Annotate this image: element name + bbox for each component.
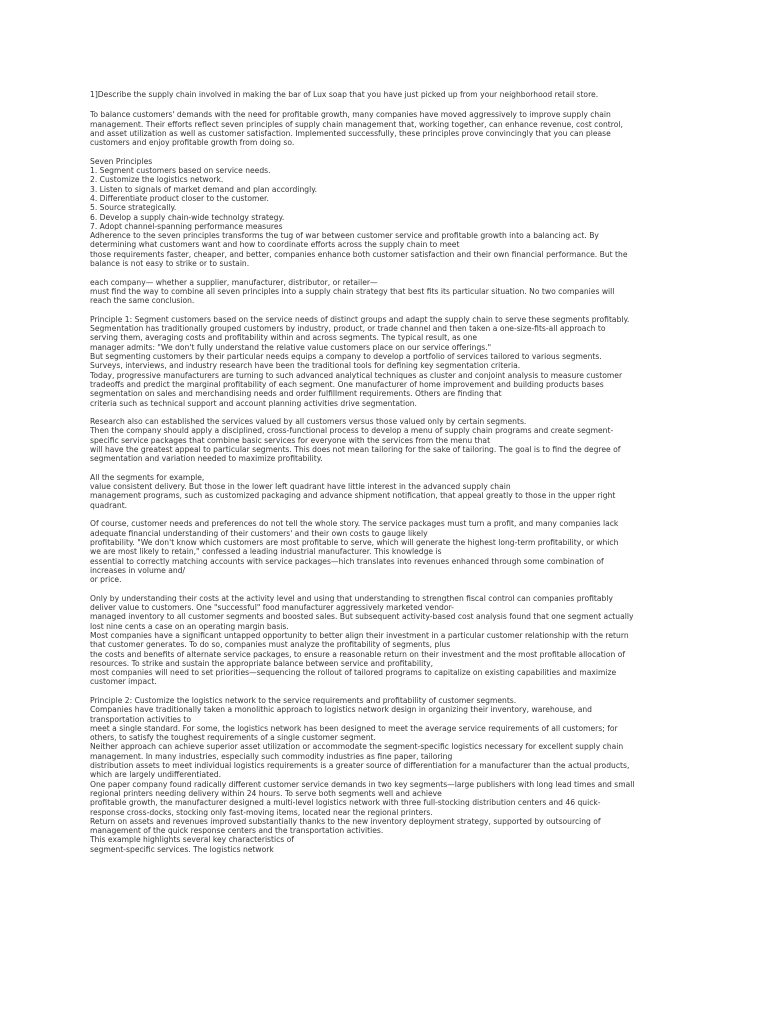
text-line: the costs and benefits of alternate service packages, to ensure a reasonable return on their investment and the most profitable allocation of xyxy=(90,649,626,659)
text-line: lost nine cents a case on an operating margin basis. xyxy=(90,621,289,631)
text-line: But segmenting customers by their particular needs equips a company to develop a portfolio of services tailored to various segments. xyxy=(90,352,602,362)
all-segments-paragraph xyxy=(90,473,682,510)
text-line: segmentation on sales and merchandising needs and order fulfillment requirements. Others are finding that xyxy=(90,389,502,399)
text-line: managed inventory to all customer segments and boosted sales. But subsequent activity-based cost analysis found that one segment actually xyxy=(90,612,634,622)
text-line: Adherence to the seven principles transforms the tug of war between customer service and profitable growth into a balancing act. By xyxy=(90,231,599,241)
text-line: customer impact. xyxy=(90,677,157,687)
text-line: 3. Listen to signals of market demand and plan accordingly. xyxy=(90,184,318,194)
text-line: tradeoffs and predict the marginal profitability of each segment. One manufacturer of home improvement and building products bases xyxy=(90,379,604,389)
text-line: Return on assets and revenues improved substantially thanks to the new inventory deployment strategy, supported by outsourcing of xyxy=(90,816,601,826)
text-line: Then the company should apply a disciplined, cross-functional process to develop a menu of supply chain programs and create segment- xyxy=(90,426,614,436)
text-line: each company— whether a supplier, manufacturer, distributor, or retailer— xyxy=(90,277,378,287)
text-line: Neither approach can achieve superior asset utilization or accommodate the segment-specific logistics necessary for excellent supply chain xyxy=(90,742,624,752)
principles-heading: Seven Principles xyxy=(90,156,153,166)
text-line: that customer generates. To do so, companies must analyze the profitability of segments, plus xyxy=(90,640,451,650)
text-line: 2. Customize the logistics network. xyxy=(90,175,224,185)
text-line: deliver value to customers. One "successful" food manufacturer aggressively marketed vendor- xyxy=(90,603,454,613)
text-line: or price. xyxy=(90,575,122,585)
text-line: management of the quick response centers and the transportation activities. xyxy=(90,826,384,836)
text-line: and asset utilization as well as customer satisfaction. Implemented successfully, these principles prove convincingly that you can please xyxy=(90,128,611,138)
text-line: segmentation and variation needed to maximize profitability. xyxy=(90,454,323,464)
text-line: others, to satisfy the toughest requirements of a single customer segment. xyxy=(90,733,376,743)
of-course-paragraph xyxy=(90,519,682,584)
principles-list xyxy=(90,166,682,231)
text-line: reach the same conclusion. xyxy=(90,296,195,306)
text-line: Only by understanding their costs at the activity level and using that understanding to strengthen fiscal control can companies profitably xyxy=(90,593,613,603)
text-line: 1. Segment customers based on service needs. xyxy=(90,166,271,176)
text-line: profitable growth, the manufacturer designed a multi-level logistics network with three full-stocking distribution centers and 46 quick- xyxy=(90,798,601,808)
text-line: increases in volume and/ xyxy=(90,565,186,575)
adherence-paragraph xyxy=(90,231,682,268)
text-line: management. In many industries, especially such commodity industries as fine paper, tailoring xyxy=(90,751,453,761)
text-line: Principle 2: Customize the logistics network to the service requirements and profitability of customer segments. xyxy=(90,696,517,705)
text-line: Segmentation has traditionally grouped customers by industry, product, or trade channel and then taken a one-size-fits-all approach to xyxy=(90,324,606,334)
text-line: resources. To strike and sustain the appropriate balance between service and profitability, xyxy=(90,658,434,668)
text-line: manager admits: "We don't fully understand the relative value customers place on our service offerings." xyxy=(90,342,492,352)
text-line: segment-specific services. The logistics network xyxy=(90,844,274,854)
text-line: quadrant. xyxy=(90,500,128,510)
text-line: we are most likely to retain," confessed a leading industrial manufacturer. This knowledge is xyxy=(90,547,442,557)
text-line: Principle 1: Segment customers based on the service needs of distinct groups and adapt the supply chain to serve these segments profitably. xyxy=(90,314,630,324)
text-line: determining what customers want and how to coordinate efforts across the supply chain to meet xyxy=(90,240,460,250)
text-line: transportation activities to xyxy=(90,714,191,724)
text-line: those requirements faster, cheaper, and better, companies enhance both customer satisfaction and their own financial performance. But the xyxy=(90,249,628,259)
text-line: regional printers needing delivery within 24 hours. To serve both segments well and achieve xyxy=(90,788,442,798)
text-line: which are largely undifferentiated. xyxy=(90,770,222,780)
text-line: customers and enjoy profitable growth from doing so. xyxy=(90,138,295,148)
intro-paragraph xyxy=(90,110,682,147)
text-line: Companies have traditionally taken a monolithic approach to logistics network design in organizing their inventory, warehouse, and xyxy=(90,705,592,715)
text-line: serving them, averaging costs and profitability within and across segments. The typical result, as one xyxy=(90,333,478,343)
text-line: must find the way to combine all seven principles into a supply chain strategy that best fits its particular situation. No two companies will xyxy=(90,286,615,296)
text-line: profitability. "We don't know which customers are most profitable to serve, which will generate the highest long-term profitability, or which xyxy=(90,537,619,547)
text-line: response cross-docks, stocking only fast-moving items, located near the regional printers. xyxy=(90,807,433,817)
only-by-paragraph xyxy=(90,594,682,687)
principle-2-paragraph xyxy=(90,696,682,854)
text-line: To balance customers' demands with the need for profitable growth, many companies have moved aggressively to improve supply chain xyxy=(90,110,611,120)
text-line: Most companies have a significant untapped opportunity to better align their investment in a particular customer relationship with the return xyxy=(90,630,629,640)
text-line: value consistent delivery. But those in the lower left quadrant have little interest in the advanced supply chain xyxy=(90,482,511,492)
text-line: This example highlights several key characteristics of xyxy=(90,835,294,845)
text-line: specific service packages that combine basic services for everyone with the services from the menu that xyxy=(90,435,491,445)
text-line: One paper company found radically different customer service demands in two key segments—large publishers with long lead times and small xyxy=(90,779,635,789)
text-line: Of course, customer needs and preferences do not tell the whole story. The service packages must turn a profit, and many companies lack xyxy=(90,519,619,529)
text-line: will have the greatest appeal to particular segments. This does not mean tailoring for the sake of tailoring. The goal is to find the degree of xyxy=(90,444,621,454)
text-line: most companies will need to set priorities—sequencing the rollout of tailored programs to capitalize on existing capabilities and maximize xyxy=(90,668,617,678)
text-line: balance is not easy to strike or to sustain. xyxy=(90,259,250,269)
text-line: 5. Source strategically. xyxy=(90,203,177,213)
text-line: 6. Develop a supply chain-wide technolgy strategy. xyxy=(90,212,285,222)
text-line: meet a single standard. For some, the logistics network has been designed to meet the average service requirements of all customers; for xyxy=(90,723,618,733)
text-line: adequate financial understanding of their customers' and their own costs to gauge likely xyxy=(90,528,428,538)
question-line: 1]Describe the supply chain involved in making the bar of Lux soap that you have just picked up from your neighborhood retail store. xyxy=(90,90,599,99)
text-line: Today, progressive manufacturers are turning to such advanced analytical techniques as cluster and conjoint analysis to measure customer xyxy=(90,370,623,380)
text-line: distribution assets to meet individual logistics requirements is a greater source of differentiation for a manufacturer than the actual products, xyxy=(90,761,630,771)
text-line: All the segments for example, xyxy=(90,472,205,482)
text-line: criteria such as technical support and account planning activities drive segmentation. xyxy=(90,398,417,408)
text-line: Research also can established the services valued by all customers versus those valued only by certain segments. xyxy=(90,417,527,427)
text-line: 7. Adopt channel-spanning performance measures xyxy=(90,221,283,231)
text-line: management. Their efforts reflect seven principles of supply chain management that, working together, can enhance revenue, cost control, xyxy=(90,119,623,129)
text-line: management programs, such as customized packaging and advance shipment notification, that appeal greatly to those in the upper right xyxy=(90,491,616,501)
text-line: Surveys, interviews, and industry research have been the traditional tools for defining key segmentation criteria. xyxy=(90,361,521,371)
text-line: 4. Differentiate product closer to the customer. xyxy=(90,193,269,203)
text-line: essential to correctly matching accounts with service packages—hich translates into revenues enhanced through some combination of xyxy=(90,556,604,566)
research-paragraph xyxy=(90,417,682,463)
each-company-paragraph xyxy=(90,278,682,306)
principle-1-paragraph xyxy=(90,315,682,408)
